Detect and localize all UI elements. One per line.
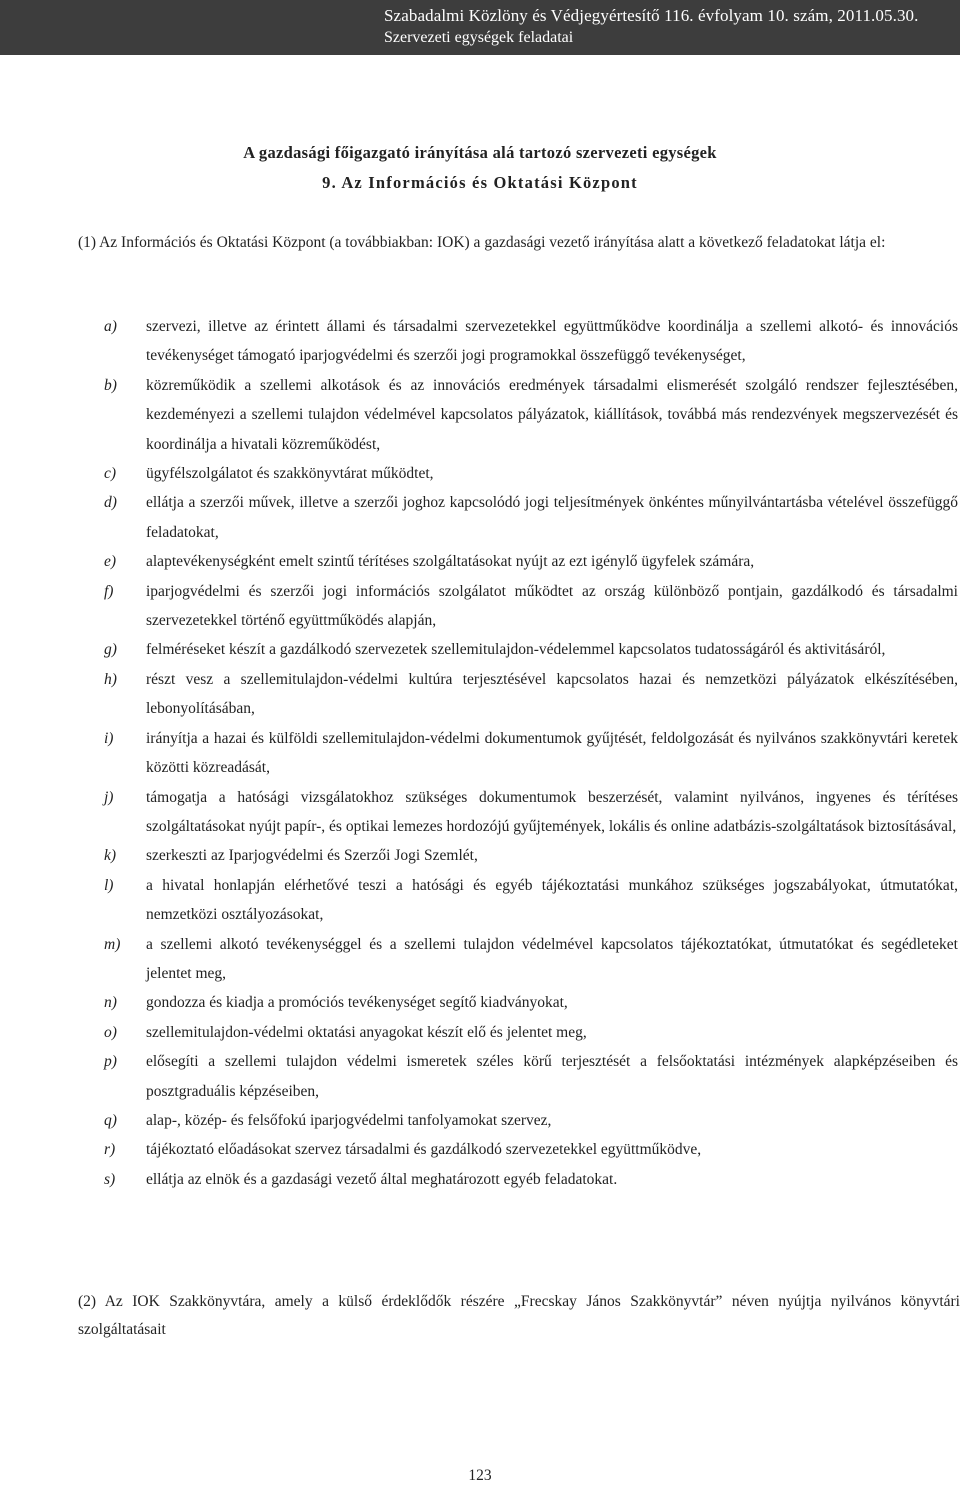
item-text: irányítja a hazai és külföldi szellemitulajdon-védelmi dokumentumok gyűjtését, feldolgozását és nyilvános szakkönyvtári keretek közötti közreadását,	[146, 729, 958, 777]
item-marker: p)	[104, 1053, 117, 1071]
item-marker: r)	[104, 1141, 116, 1159]
item-marker: n)	[104, 994, 117, 1012]
item-marker: o)	[104, 1023, 117, 1041]
item-marker: q)	[104, 1111, 117, 1129]
list-item	[0, 1047, 960, 1106]
item-marker: k)	[104, 847, 117, 865]
list-item	[0, 783, 960, 842]
item-text: közreműködik a szellemi alkotások és az innovációs eredmények társadalmi elismerését szolgáló rendszer fejlesztésében, kezdeményezi a szellemi tulajdon védelmével kapcsolatos pályázatok, kiállítások, továbbá más rendezvények megszervezését és koordinálja a hivatali közreműködést,	[146, 376, 958, 453]
item-marker: i)	[104, 729, 114, 747]
item-marker: a)	[104, 318, 117, 335]
sub-heading: 9. Az Információs és Oktatási Központ	[322, 173, 638, 192]
list-item	[0, 577, 960, 636]
intro-paragraph: (1) Az Információs és Oktatási Központ (a továbbiakban: IOK) a gazdasági vezető irányítása alatt a következő feladatokat látja el:	[78, 234, 886, 251]
item-text: a szellemi alkotó tevékenységgel és a szellemi tulajdon védelmével kapcsolatos tájékoztatókat, útmutatókat és segédleteket jelentet meg,	[146, 935, 958, 982]
main-heading: A gazdasági főigazgató irányítása alá tartozó szervezeti egységek	[243, 143, 717, 162]
item-text: tájékoztató előadásokat szervez társadalmi és gazdálkodó szervezetekkel együttműködve,	[146, 1141, 702, 1159]
section-title: Szervezeti egységek feladatai	[384, 29, 574, 46]
item-text: alap-, közép- és felsőfokú iparjogvédelmi tanfolyamokat szervez,	[146, 1111, 552, 1129]
list-item	[0, 635, 960, 664]
page-header	[0, 0, 960, 55]
list-item	[0, 930, 960, 989]
list-item	[0, 488, 960, 547]
item-text: gondozza és kiadja a promóciós tevékenységet segítő kiadványokat,	[146, 994, 568, 1012]
item-marker: f)	[104, 582, 114, 600]
list-item	[0, 841, 960, 870]
item-text: támogatja a hatósági vizsgálatokhoz szükséges dokumentumok beszerzését, valamint nyilvános, ingyenes és térítéses szolgáltatásokat nyújt papír-, és optikai lemezes hordozójú gyűjtemények, lokális és online adatbázis-szolgáltatások biztosításával,	[146, 788, 958, 835]
item-marker: d)	[104, 494, 117, 512]
list-item	[0, 1165, 960, 1194]
item-marker: b)	[104, 376, 117, 394]
list-item	[0, 871, 960, 930]
item-text: ellátja az elnök és a gazdasági vezető által meghatározott egyéb feladatokat.	[146, 1170, 618, 1188]
item-marker: s)	[104, 1170, 116, 1188]
item-marker: e)	[104, 553, 117, 571]
item-marker: c)	[104, 465, 117, 483]
task-list	[0, 312, 960, 1194]
item-text: alaptevékenységként emelt szintű térítéses szolgáltatásokat nyújt az ezt igénylő ügyfelek számára,	[146, 553, 755, 571]
page-number: 123	[468, 1467, 492, 1484]
item-text: ellátja a szerzői művek, illetve a szerzői joghoz kapcsolódó jogi teljesítmények önkéntes műnyilvántartásba vételével összefüggő feladatokat,	[146, 494, 958, 541]
item-text: ügyfélszolgálatot és szakkönyvtárat működtet,	[146, 465, 434, 483]
list-item	[0, 1106, 960, 1135]
list-item	[0, 1018, 960, 1047]
item-text: részt vesz a szellemitulajdon-védelmi kultúra terjesztésével kapcsolatos hazai és nemzetközi pályázatok elkészítésében, lebonyolításában,	[146, 670, 958, 718]
list-item	[0, 1135, 960, 1164]
item-text: iparjogvédelmi és szerzői jogi információs szolgálatot működtet az ország különböző pontjain, gazdálkodó és társadalmi szervezetekkel történő együttműködés alapján,	[146, 582, 958, 630]
item-marker: m)	[104, 935, 121, 953]
item-marker: l)	[104, 876, 114, 894]
item-text: a hivatal honlapján elérhetővé teszi a hatósági és egyéb tájékoztatási munkához szükséges jogszabályokat, útmutatókat, nemzetközi osztályozásokat,	[146, 876, 958, 924]
item-text: szervezi, illetve az érintett állami és társadalmi szervezetekkel együttműködve koordinálja a szellemi alkotó- és innovációs tevékenységet támogató iparjogvédelmi és szerzői jogi programokkal összefüggő tevékenységet,	[146, 318, 958, 365]
list-item	[0, 371, 960, 459]
item-marker: g)	[104, 641, 117, 659]
list-item	[0, 724, 960, 783]
journal-title: Szabadalmi Közlöny és Védjegyértesítő 116. évfolyam 10. szám, 2011.05.30.	[384, 6, 919, 25]
item-marker: h)	[104, 670, 117, 688]
item-marker: j)	[104, 788, 114, 806]
list-item	[0, 665, 960, 724]
item-text: felméréseket készít a gazdálkodó szervezetek szellemitulajdon-védelemmel kapcsolatos tudatosságáról és aktivitásáról,	[146, 641, 886, 659]
list-item	[0, 459, 960, 488]
paragraph-2: (2) Az IOK Szakkönyvtára, amely a külső érdeklődők részére „Frecskay János Szakkönyvtár” néven nyújtja nyilvános könyvtári szolgáltatásait	[78, 1293, 960, 1338]
list-item	[0, 547, 960, 576]
list-item	[0, 312, 960, 371]
list-item	[0, 988, 960, 1017]
item-text: szellemitulajdon-védelmi oktatási anyagokat készít elő és jelentet meg,	[146, 1023, 587, 1041]
item-text: szerkeszti az Iparjogvédelmi és Szerzői Jogi Szemlét,	[146, 847, 478, 865]
item-text: elősegíti a szellemi tulajdon védelmi ismeretek széles körű terjesztését a felsőoktatási intézmények alapképzéseiben és posztgraduális képzéseiben,	[146, 1053, 958, 1100]
